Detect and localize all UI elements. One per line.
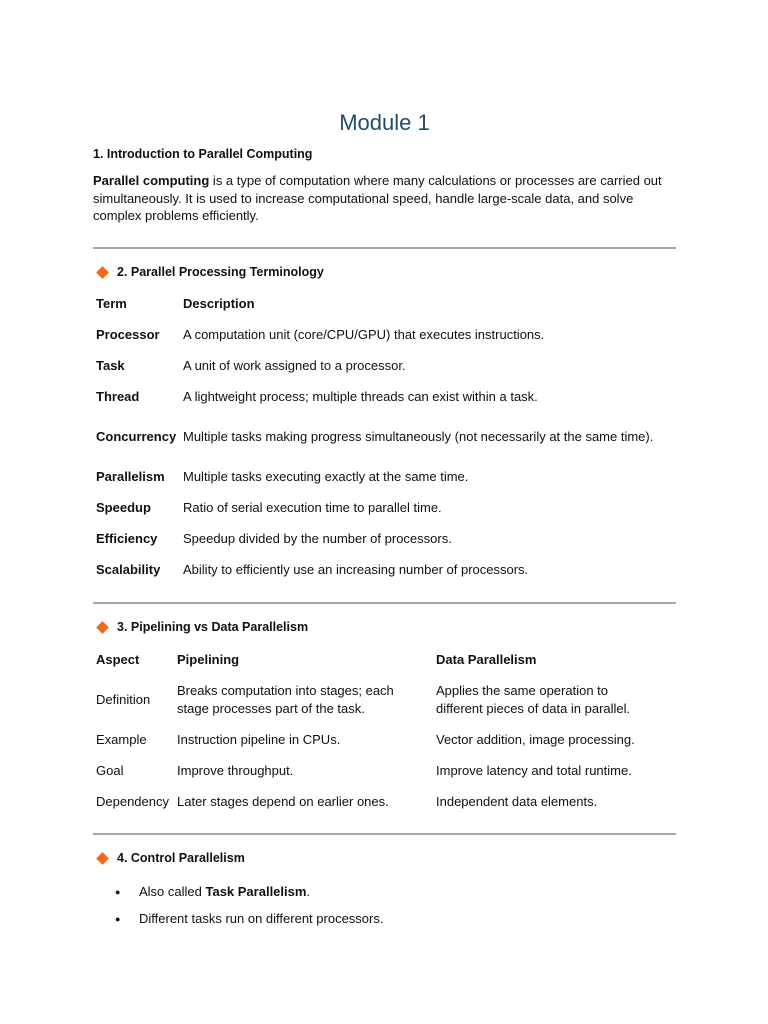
data-parallelism-cell: Improve latency and total runtime. — [436, 763, 632, 778]
description-cell: Multiple tasks executing exactly at the same time. — [183, 469, 469, 484]
bullet-icon: ● — [115, 886, 121, 897]
bullet-text — [139, 884, 310, 899]
list-item — [93, 878, 676, 905]
data-parallelism-cell: Independent data elements. — [436, 794, 598, 809]
term-cell: Thread — [96, 389, 140, 404]
pipelining-heading — [96, 620, 308, 634]
table-row — [93, 523, 676, 554]
column-header-pipelining: Pipelining — [177, 652, 240, 667]
table-row — [93, 319, 676, 350]
table-header-row — [93, 288, 676, 319]
description-cell: A unit of work assigned to a processor. — [183, 358, 406, 373]
intro-text: is a type of computation where many calculations or processes are carried out simultaneously. It is used to increase computational speed, handle large-scale data, and solve complex problems efficiently. — [93, 173, 662, 223]
intro-heading: 1. Introduction to Parallel Computing — [93, 147, 313, 161]
pipelining-table — [93, 644, 676, 817]
term-cell: Scalability — [96, 562, 161, 577]
aspect-cell: Goal — [96, 763, 124, 778]
bullet-suffix: . — [306, 884, 311, 899]
control-heading-text: 4. Control Parallelism — [117, 851, 245, 865]
description-cell: A computation unit (core/CPU/GPU) that executes instructions. — [183, 327, 545, 342]
column-header-term: Term — [96, 296, 127, 311]
column-header-data-parallelism: Data Parallelism — [436, 652, 537, 667]
aspect-cell: Example — [96, 732, 147, 747]
description-cell: Speedup divided by the number of processors. — [183, 531, 452, 546]
term-cell: Speedup — [96, 500, 151, 515]
description-cell: Ratio of serial execution time to parallel time. — [183, 500, 442, 515]
divider — [93, 247, 676, 249]
pipelining-cell: Improve throughput. — [177, 763, 294, 778]
terminology-table — [93, 288, 676, 585]
bullet-text: Different tasks run on different processors. — [139, 911, 384, 926]
orange-diamond-icon — [96, 266, 109, 279]
term-cell: Processor — [96, 327, 160, 342]
table-row — [93, 554, 676, 585]
terminology-heading — [96, 265, 324, 279]
bullet-icon: ● — [115, 913, 121, 924]
pipelining-cell: Breaks computation into stages; each stage processes part of the task. — [177, 683, 394, 716]
table-row — [93, 381, 676, 412]
intro-paragraph — [93, 172, 676, 225]
table-row — [93, 461, 676, 492]
orange-diamond-icon — [96, 852, 109, 865]
table-row — [93, 412, 676, 461]
table-row — [93, 675, 676, 724]
pipelining-cell: Later stages depend on earlier ones. — [177, 794, 389, 809]
aspect-cell: Definition — [96, 692, 151, 707]
control-bullet-list — [93, 878, 676, 932]
bullet-bold-term: Task Parallelism — [205, 884, 307, 899]
description-cell: A lightweight process; multiple threads can exist within a task. — [183, 389, 538, 404]
pipelining-cell: Instruction pipeline in CPUs. — [177, 732, 341, 747]
page-title: Module 1 — [339, 110, 430, 135]
list-item — [93, 905, 676, 932]
aspect-cell: Dependency — [96, 794, 169, 809]
intro-bold-term: Parallel computing — [93, 173, 210, 188]
description-cell: Ability to efficiently use an increasing number of processors. — [183, 562, 529, 577]
table-row — [93, 724, 676, 755]
divider — [93, 602, 676, 604]
term-cell: Parallelism — [96, 469, 165, 484]
divider — [93, 833, 676, 835]
table-row — [93, 755, 676, 786]
data-parallelism-cell: Vector addition, image processing. — [436, 732, 635, 747]
term-cell: Concurrency — [96, 429, 177, 444]
pipelining-heading-text: 3. Pipelining vs Data Parallelism — [117, 620, 309, 634]
bullet-prefix: Also called — [139, 884, 206, 899]
column-header-description: Description — [183, 296, 255, 311]
table-row — [93, 786, 676, 817]
description-cell: Multiple tasks making progress simultaneously (not necessarily at the same time). — [183, 428, 654, 444]
orange-diamond-icon — [96, 621, 109, 634]
term-cell: Task — [96, 358, 125, 373]
table-row — [93, 492, 676, 523]
table-header-row — [93, 644, 676, 675]
table-row — [93, 350, 676, 381]
terminology-heading-text: 2. Parallel Processing Terminology — [117, 265, 324, 279]
control-heading — [96, 851, 245, 865]
column-header-aspect: Aspect — [96, 652, 140, 667]
data-parallelism-cell: Applies the same operation to different pieces of data in parallel. — [436, 683, 631, 716]
term-cell: Efficiency — [96, 531, 158, 546]
